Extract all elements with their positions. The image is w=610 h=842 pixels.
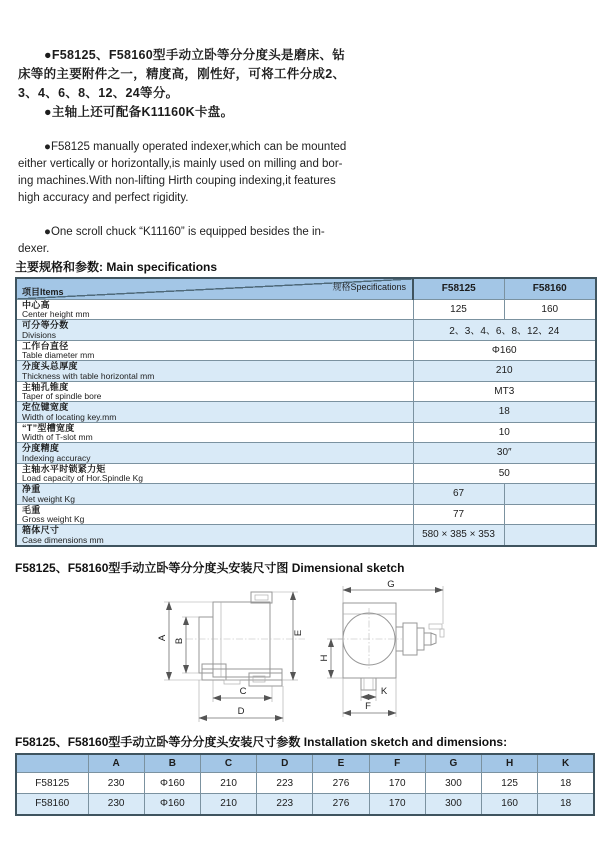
item-label-en: Width of locating key.mm <box>22 411 117 422</box>
spec-value <box>504 484 596 505</box>
item-label-zh: 净重 <box>22 484 41 494</box>
text-line: 床等的主要附件之一，精度高，刚性好，可将工件分成2、 <box>18 67 346 81</box>
dim-label-g: G <box>387 578 395 590</box>
item-label-en: Width of T-slot mm <box>22 432 93 442</box>
installation-dimensions-table <box>15 753 595 816</box>
dims-column-header: D <box>257 754 313 773</box>
dim-label-k: K <box>380 685 388 697</box>
dims-column-header: B <box>144 754 200 773</box>
items-spec-header-cell <box>16 278 413 299</box>
spec-value: MT3 <box>413 381 596 402</box>
dims-value-cell: Φ160 <box>144 773 200 794</box>
paragraph <box>18 103 400 122</box>
item-label-zh: 主轴孔锥度 <box>22 381 69 392</box>
spec-item-cell <box>16 463 413 484</box>
item-label-zh: 主轴水平时锁紧力矩 <box>22 463 106 474</box>
dims-value-cell: 276 <box>313 794 369 815</box>
dims-value-cell: 18 <box>538 794 594 815</box>
spec-value: 580 × 385 × 353 <box>413 525 504 546</box>
dims-column-header: K <box>538 754 594 773</box>
spec-value: 2、3、4、6、8、12、24 <box>413 320 596 341</box>
dims-column-header: G <box>425 754 481 773</box>
dims-column-header: A <box>88 754 144 773</box>
dims-table-body <box>16 773 594 815</box>
dim-label-c: C <box>239 685 247 697</box>
spec-row <box>16 381 596 402</box>
dim-label-e: E <box>293 629 304 636</box>
item-label-zh: 可分等分数 <box>22 320 69 330</box>
spec-row <box>16 422 596 443</box>
dims-header-row <box>16 754 594 773</box>
dims-value-cell: 276 <box>313 773 369 794</box>
dims-model-cell: F58125 <box>16 773 88 794</box>
item-label-en: Net weight Kg <box>22 493 75 504</box>
main-specifications-table <box>15 277 597 547</box>
spec-table-body <box>16 299 596 546</box>
dims-model-cell: F58160 <box>16 794 88 815</box>
spec-header-row <box>16 278 596 299</box>
item-label-en: Center height mm <box>22 309 90 319</box>
spec-row <box>16 484 596 505</box>
spec-value: 67 <box>413 484 504 505</box>
item-label-en: Gross weight Kg <box>22 514 85 524</box>
text-line: dexer. <box>18 243 50 255</box>
model-f58125-header: F58125 <box>413 278 504 299</box>
spec-item-cell <box>16 504 413 525</box>
spec-row <box>16 525 596 546</box>
spec-row <box>16 340 596 361</box>
text-line: high accuracy and perfect rigidity. <box>18 192 189 204</box>
intro-block <box>0 0 400 258</box>
spec-value: 125 <box>413 299 504 320</box>
spec-item-cell <box>16 299 413 320</box>
model-f58160-header: F58160 <box>504 278 596 299</box>
item-label-zh: 毛重 <box>22 504 41 515</box>
sketch-section-heading: F58125、F58160型手动立卧等分分度头安装尺寸图 Dimensional sketch <box>15 560 405 575</box>
dims-column-header <box>16 754 88 773</box>
dim-label-d: D <box>237 705 245 717</box>
dims-row <box>16 773 594 794</box>
dims-value-cell: 210 <box>200 794 256 815</box>
item-label-zh: 分度头总厚度 <box>22 361 78 371</box>
spec-item-cell <box>16 484 413 505</box>
front-view-drawing <box>319 579 444 717</box>
specifications-header-label: 规格Specifications <box>332 282 406 292</box>
item-label-en: Load capacity of Hor.Spindle Kg <box>22 473 143 483</box>
dims-column-header: H <box>482 754 538 773</box>
dims-section-heading: F58125、F58160型手动立卧等分分度头安装尺寸参数 Installation sketch and dimensions: <box>15 734 508 749</box>
dims-value-cell: 223 <box>257 794 313 815</box>
text-line: ●F58125 manually operated indexer,which can be mounted <box>44 141 347 153</box>
spec-row <box>16 402 596 423</box>
dims-value-cell: 223 <box>257 773 313 794</box>
spec-value <box>504 525 596 546</box>
spec-value: 18 <box>413 402 596 423</box>
item-label-en: Table diameter mm <box>22 350 95 360</box>
dims-value-cell: 18 <box>538 773 594 794</box>
item-label-en: Indexing accuracy <box>22 452 91 463</box>
dims-row <box>16 794 594 815</box>
spec-value: Φ160 <box>413 340 596 361</box>
spec-item-cell <box>16 361 413 382</box>
spec-row <box>16 299 596 320</box>
item-label-en: Case dimensions mm <box>22 534 104 545</box>
spec-value <box>504 504 596 525</box>
dims-column-header: C <box>200 754 256 773</box>
item-label-zh: 分度精度 <box>22 443 60 453</box>
dim-label-a: A <box>157 634 168 641</box>
item-label-zh: 中心高 <box>22 299 50 310</box>
spec-item-cell <box>16 381 413 402</box>
spec-item-cell <box>16 320 413 341</box>
item-label-en: Taper of spindle bore <box>22 391 102 401</box>
dims-value-cell: 125 <box>482 773 538 794</box>
dims-value-cell: 170 <box>369 794 425 815</box>
dim-label-f: F <box>365 700 371 712</box>
item-label-zh: “T”型槽宽度 <box>22 422 75 433</box>
dims-value-cell: 170 <box>369 773 425 794</box>
spec-item-cell <box>16 443 413 464</box>
side-view-drawing <box>157 592 305 722</box>
text-line: either vertically or horizontally,is mainly used on milling and bor- <box>18 158 343 170</box>
spec-section-heading: 主要规格和参数: Main specifications <box>15 260 218 274</box>
text-line: 3、4、6、8、12、24等分。 <box>18 86 179 100</box>
spec-value: 30″ <box>413 443 596 464</box>
paragraph <box>18 139 400 207</box>
dims-column-header: E <box>313 754 369 773</box>
spec-item-cell <box>16 525 413 546</box>
item-label-en: Divisions <box>22 329 57 340</box>
item-label-zh: 工作台直径 <box>22 340 69 351</box>
spec-value: 77 <box>413 504 504 525</box>
dims-value-cell: 230 <box>88 773 144 794</box>
dims-column-header: F <box>369 754 425 773</box>
dim-label-h: H <box>319 654 330 661</box>
text-line: ●One scroll chuck “K11160” is equipped besides the in- <box>44 226 325 238</box>
spec-item-cell <box>16 402 413 423</box>
spec-item-cell <box>16 422 413 443</box>
dims-value-cell: Φ160 <box>144 794 200 815</box>
spec-value: 210 <box>413 361 596 382</box>
spec-value: 10 <box>413 422 596 443</box>
paragraph <box>18 46 400 103</box>
text-line: ●F58125、F58160型手动立卧等分分度头是磨床、钻 <box>44 48 346 62</box>
item-label-zh: 箱体尺寸 <box>22 525 60 535</box>
item-label-en: Thickness with table horizontal mm <box>22 370 155 381</box>
dimensional-sketch <box>0 577 610 733</box>
spec-row <box>16 361 596 382</box>
spec-item-cell <box>16 340 413 361</box>
dims-value-cell: 300 <box>425 773 481 794</box>
spec-row <box>16 504 596 525</box>
dims-value-cell: 230 <box>88 794 144 815</box>
dims-value-cell: 160 <box>482 794 538 815</box>
spec-row <box>16 463 596 484</box>
text-line: ing machines.With non-lifting Hirth couping indexing,it features <box>18 175 336 187</box>
text-line: ●主轴上还可配备K11160K卡盘。 <box>44 105 234 119</box>
spec-value: 160 <box>504 299 596 320</box>
dim-label-b: B <box>174 637 185 644</box>
dims-value-cell: 210 <box>200 773 256 794</box>
spec-row <box>16 443 596 464</box>
spec-row <box>16 320 596 341</box>
dims-value-cell: 300 <box>425 794 481 815</box>
paragraph <box>18 224 400 258</box>
spec-value: 50 <box>413 463 596 484</box>
item-label-zh: 定位键宽度 <box>22 402 69 412</box>
items-header-label: 项目Items <box>22 286 64 297</box>
